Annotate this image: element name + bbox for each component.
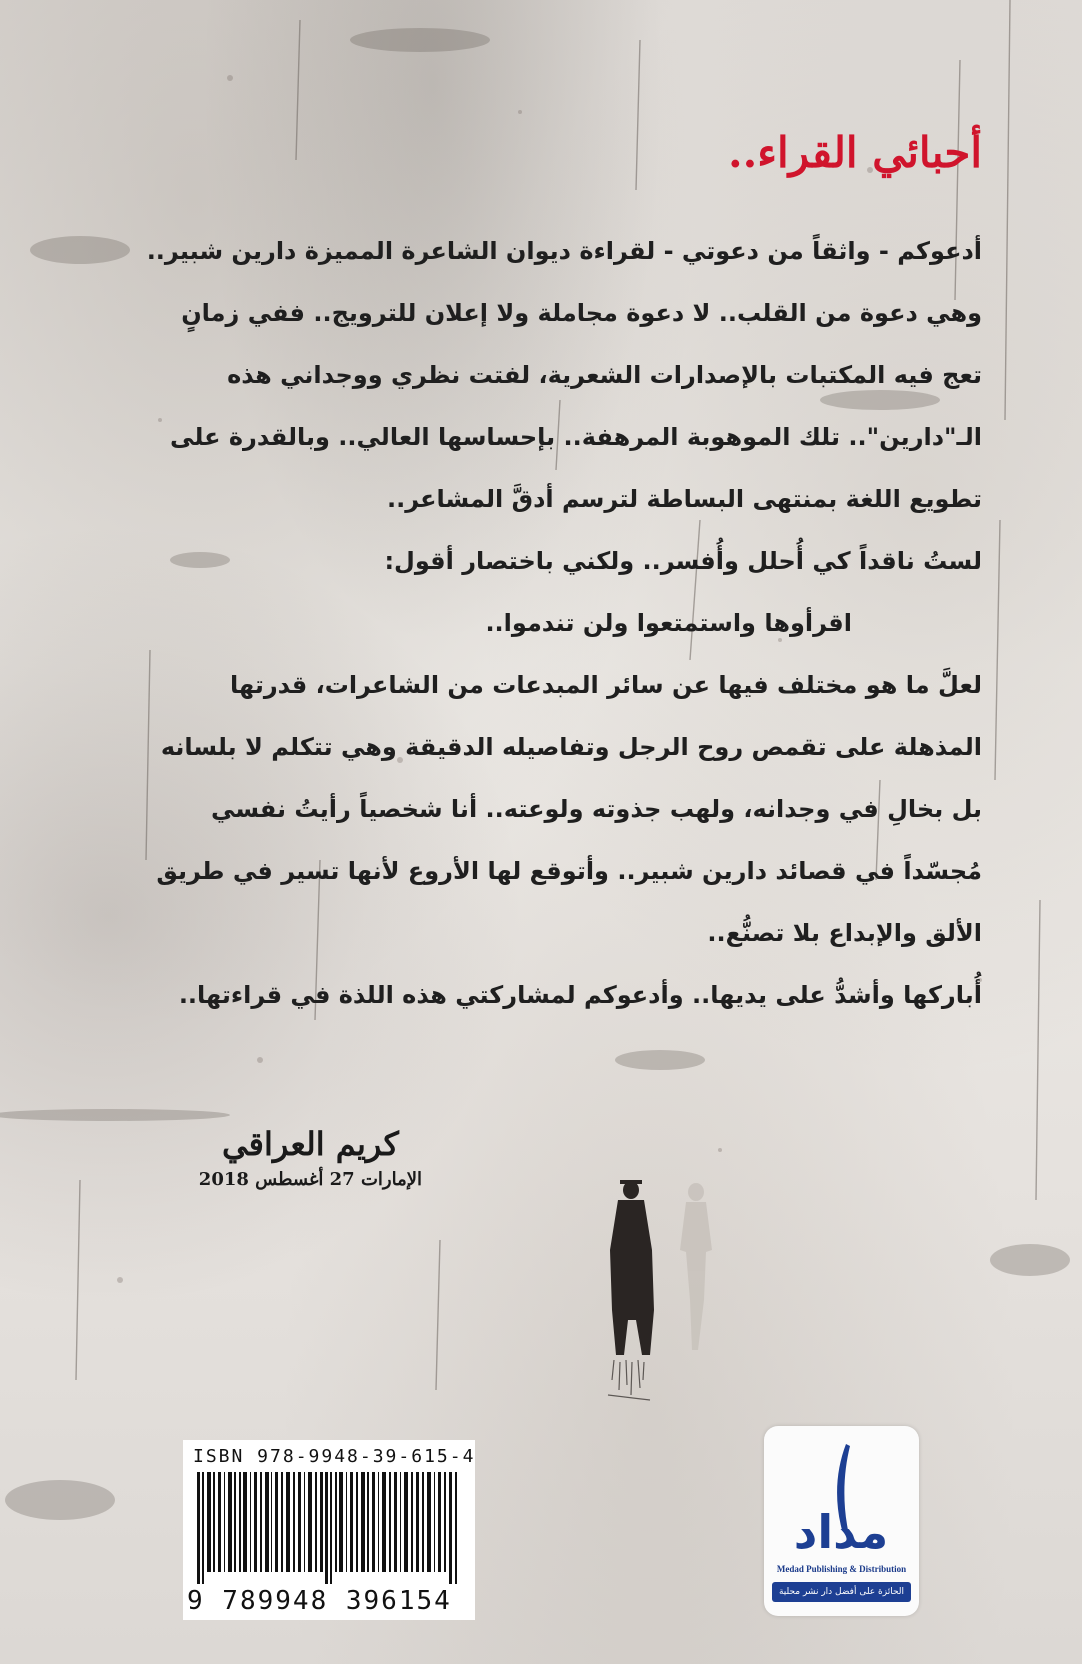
- barcode-bars: [197, 1472, 461, 1584]
- author-signature: [199, 1122, 422, 1194]
- isbn-label: ISBN 978-9948-39-615-4: [193, 1446, 476, 1467]
- paragraph-line: الألق والإبداع بلا تصنُّع..: [707, 919, 982, 947]
- author-name: كريم العراقي: [221, 1125, 399, 1163]
- publisher-logo-badge: [764, 1426, 919, 1616]
- paragraph-line: أُباركها وأشدُّ على يديها.. وأدعوكم لمشاركتي هذه اللذة في قراءتها..: [178, 981, 982, 1009]
- paragraph-line: وهي دعوة من القلب.. لا دعوة مجاملة ولا إعلان للترويج.. ففي زمانٍ: [181, 299, 982, 327]
- paragraph-line: لعلَّ ما هو مختلف فيها عن سائر المبدعات من الشاعرات، قدرتها: [229, 671, 982, 699]
- publisher-award-banner: الحائزة على أفضل دار نشر محلية: [772, 1582, 911, 1602]
- publisher-english-name: Medad Publishing & Distribution: [776, 1564, 907, 1574]
- body-text: [102, 220, 982, 1026]
- paragraph-line: لستُ ناقداً كي أُحلل وأُفسر.. ولكني باختصار أقول:: [384, 547, 982, 575]
- paragraph-line: تعج فيه المكتبات بالإصدارات الشعرية، لفتت نظري ووجداني هذه: [227, 361, 982, 389]
- paragraph-line: مُجسّداً في قصائد دارين شبير.. وأتوقع لها الأروع لأنها تسير في طريق: [156, 857, 982, 885]
- paragraph-line: المذهلة على تقمص روح الرجل وتفاصيله الدقيقة وهي تتكلم لا بلسانه: [160, 733, 982, 761]
- paragraph-line: تطويع اللغة بمنتهى البساطة لترسم أدقَّ المشاعر..: [386, 485, 982, 513]
- paragraph-line: الـ"دارين".. تلك الموهوبة المرهفة.. بإحساسها العالي.. وبالقدرة على: [170, 423, 982, 451]
- paragraph-line: اقرأوها واستمتعوا ولن تندموا..: [485, 609, 852, 637]
- walking-figures-illustration: [590, 1180, 730, 1420]
- publisher-logo: [776, 1440, 907, 1560]
- paragraph-line: أدعوكم - واثقاً من دعوتي - لقراءة ديوان الشاعرة المميزة دارين شبير..: [146, 237, 982, 265]
- heading-dear-readers: أحبائي القراء..: [728, 128, 982, 177]
- isbn-barcode: [183, 1440, 475, 1620]
- paragraph-line: بل بخالِ في وجدانه، ولهب جذوته ولوعته.. أنا شخصياً رأيتُ نفسي: [211, 795, 982, 823]
- signature-date: الإمارات 27 أغسطس 2018: [198, 1169, 422, 1190]
- publisher-logo-text: مداد: [793, 1505, 889, 1559]
- isbn-number: 9 789948 396154: [187, 1586, 452, 1616]
